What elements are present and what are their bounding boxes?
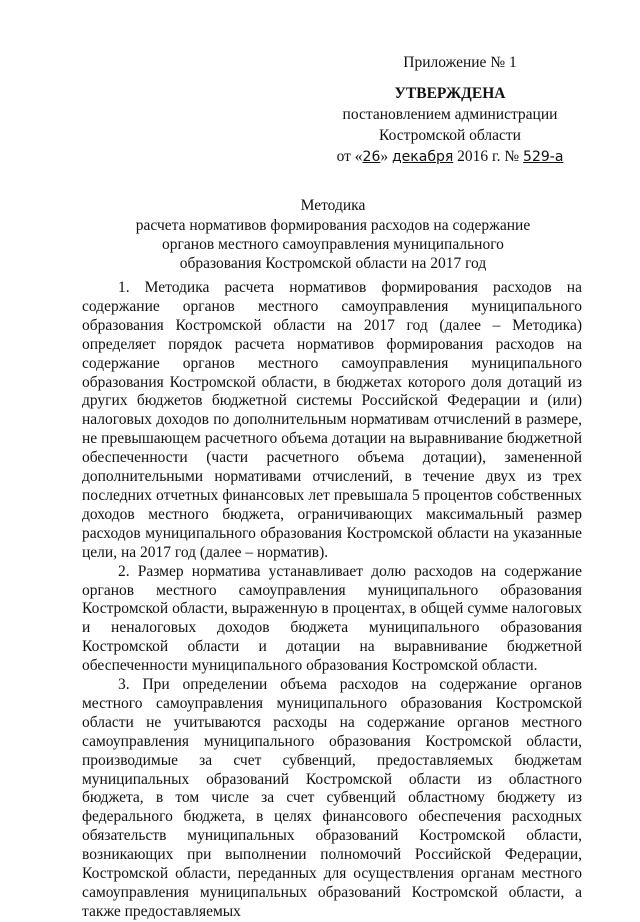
document-title (88, 196, 578, 273)
date-day: 26 (362, 149, 381, 165)
title-heading: Методика (300, 197, 366, 214)
date-month: декабря (391, 149, 454, 165)
paragraph-1: 1. Методика расчета нормативов формирования расходов на содержание органов местного самоуправления муниципального образования Костромской области на 2017 год (далее – Методика) определяет порядок расчета нормативов формирования расходов на содержание органов местного самоуправления муниципального образования Костромской области, в бюджетах которого доля дотаций из других бюджетов бюджетной системы Российской Федерации и (или) налоговых доходов по дополнительным нормативам отчислений в размере, не превышающем расчетного объема дотации на выравнивание бюджетной обеспеченности (части расчетного объема дотации), замененной дополнительными нормативами отчислений, в течение двух из трех последних отчетных финансовых лет превышала 5 процентов собственных доходов местного бюджета, ограничивающих максимальный размер расходов муниципального образования Костромской области на указанные цели, на 2017 год (далее – норматив). (82, 279, 582, 561)
date-year: 2016 г. № (453, 148, 524, 165)
paragraph-3: 3. При определении объема расходов на содержание органов местного самоуправления муниципального образования Костромской области не учитываются расходы на содержание органов местного самоуправления муниципального образования Костромской области, производимые за счет субвенций, предоставляемых бюджетам муниципальных образований Костромской области из областного бюджета, в том числе за счет субвенций областному бюджету из федерального бюджета, в целях финансового обеспечения расходных обязательств муниципальных образований Костромской области, возникающих при выполнении полномочий Российской Федерации, Костромской области, переданных для осуществления органам местного самоуправления муниципальных образований Костромской области, а также предоставляемых (82, 676, 582, 920)
date-prefix: от « (336, 148, 363, 165)
title-line-2: органов местного самоуправления муниципального (162, 236, 504, 253)
date-mid: » (380, 148, 392, 165)
approved-label: УТВЕРЖДЕНА (394, 85, 506, 102)
annex-label: Приложение № 1 (403, 54, 517, 71)
approval-line-1: постановлением администрации (342, 106, 558, 123)
decree-number: 529-а (523, 149, 564, 165)
title-line-1: расчета нормативов формирования расходов на содержание (135, 217, 531, 234)
approval-line-2: Костромской области (379, 127, 521, 144)
title-line-3: образования Костромской области на 2017 год (179, 255, 487, 272)
approval-block (300, 52, 600, 168)
paragraph-2: 2. Размер норматива устанавливает долю расходов на содержание органов местного самоуправления муниципального образования Костромской области, выраженную в процентах, в общей сумме налоговых и неналоговых доходов бюджета муниципального образования Костромской области и дотации на выравнивание бюджетной обеспеченности муниципального образования Костромской области. (82, 562, 582, 675)
approval-date-line (300, 146, 600, 168)
document-body (82, 279, 582, 922)
